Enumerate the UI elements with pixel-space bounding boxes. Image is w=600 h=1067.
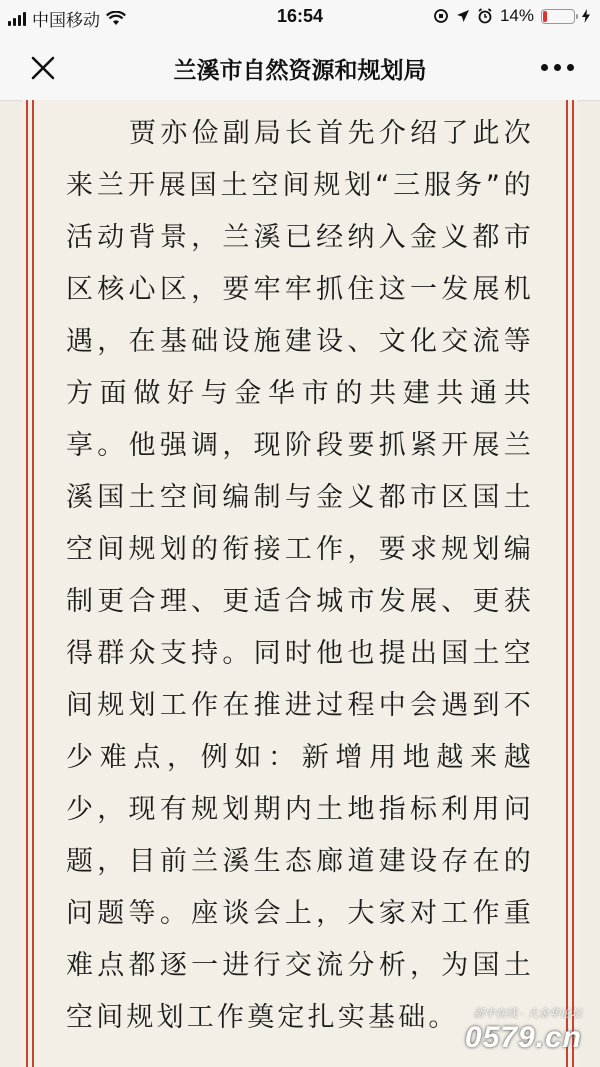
status-bar xyxy=(0,0,600,34)
watermark xyxy=(465,1005,582,1055)
status-right xyxy=(433,6,590,26)
alarm-icon xyxy=(477,8,493,24)
location-icon xyxy=(456,9,470,23)
article-paragraph xyxy=(66,108,534,1044)
article-text: 贾亦俭副局长首先介绍了此次来兰开展国土空间规划“三服务”的活动背景，兰溪已经纳入金义都市区核心区，要牢牢抓住这一发展机遇，在基础设施建设、文化交流等方面做好与金华市的共建共通共享。他强调，现阶段要抓紧开展兰溪国土空间编制与金义都市区国土空间规划的衔接工作，要求规划编制更合理、更适合城市发展、更获得群众支持。同时他也提出国土空间规划工作在推进过程中会遇到不少难点，例如：新增用地越来越少，现有规划期内土地指标利用问题，目前兰溪生态廊道建设存在的问题等。座谈会上，大家对工作重难点都逐一进行交流分析，为国土空间规划工作奠定扎实基础。 xyxy=(66,118,534,1033)
decorative-border-right xyxy=(566,100,574,1067)
more-options-icon[interactable] xyxy=(541,64,574,71)
status-time: 16:54 xyxy=(276,6,324,26)
battery-percent: 14% xyxy=(499,6,534,25)
carrier-label: 中国移动 xyxy=(32,11,100,30)
page-title: 兰溪市自然资源和规划局 xyxy=(173,58,427,84)
decorative-border-left xyxy=(26,100,34,1067)
nav-bar xyxy=(0,34,600,101)
watermark-site-name: 新中在线 · 大金华论坛 xyxy=(473,1008,582,1020)
battery-icon xyxy=(541,9,575,24)
charging-icon xyxy=(582,9,590,23)
watermark-domain: 0579.cn xyxy=(464,1021,582,1054)
orientation-lock-icon xyxy=(433,8,449,24)
